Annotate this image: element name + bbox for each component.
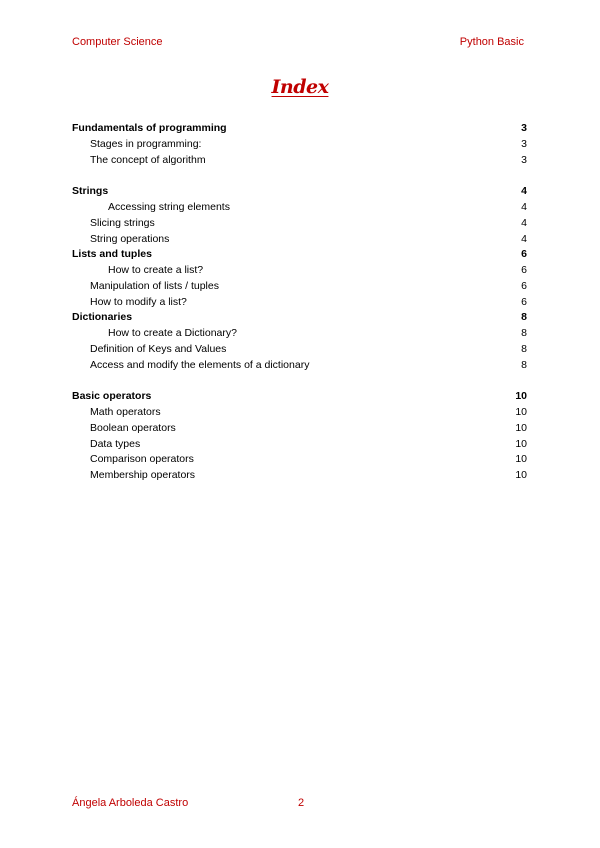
toc-entry-page: 8 (521, 358, 527, 371)
toc-entry-page: 8 (521, 311, 527, 324)
toc-entry-page: 10 (515, 453, 527, 466)
toc-entry-page: 8 (521, 327, 527, 339)
toc-entry-create-list[interactable] (72, 263, 527, 279)
toc-entry-label: Dictionaries (72, 311, 133, 324)
toc-entry-label: Stages in programming: (90, 137, 202, 150)
toc-entry-label: Access and modify the elements of a dictionary (90, 358, 310, 371)
toc-spacer (72, 373, 527, 389)
toc-entry-label: How to create a Dictionary? (108, 327, 237, 339)
footer-page-number: 2 (298, 797, 305, 809)
toc-entry-page: 10 (515, 437, 527, 450)
toc-entry-page: 6 (521, 248, 527, 261)
toc-entry-algorithm[interactable] (72, 153, 527, 169)
toc-entry-page: 10 (515, 421, 527, 434)
toc-entry-lists-tuples[interactable] (72, 247, 527, 263)
toc-entry-page: 4 (521, 232, 527, 245)
toc-entry-manipulation-lists[interactable] (72, 279, 527, 295)
toc-entry-page: 4 (521, 216, 527, 229)
toc-entry-comparison-operators[interactable] (72, 452, 527, 468)
toc-entry-label: Boolean operators (90, 421, 176, 434)
header-subject: Computer Science (72, 36, 163, 48)
toc-entry-page: 10 (515, 406, 527, 418)
toc-spacer (72, 168, 527, 184)
toc-entry-label: Basic operators (72, 390, 152, 403)
toc-entry-membership-operators[interactable] (72, 468, 527, 484)
toc-entry-page: 10 (515, 469, 527, 481)
toc-entry-modify-list[interactable] (72, 295, 527, 311)
toc-entry-label: String operations (90, 232, 170, 245)
toc-entry-page: 6 (521, 264, 527, 276)
toc-entry-page: 3 (521, 122, 527, 134)
toc-entry-strings[interactable] (72, 184, 527, 200)
toc-entry-label: Math operators (90, 406, 161, 418)
toc-entry-create-dictionary[interactable] (72, 326, 527, 342)
toc-entry-page: 6 (521, 295, 527, 308)
toc-entry-stages[interactable] (72, 137, 527, 153)
toc-entry-accessing-string[interactable] (72, 200, 527, 216)
toc-entry-label: Lists and tuples (72, 248, 152, 261)
toc-entry-label: Fundamentals of programming (72, 122, 227, 134)
toc-entry-label: Data types (90, 437, 141, 450)
toc-entry-label: Comparison operators (90, 453, 194, 466)
toc-entry-boolean-operators[interactable] (72, 421, 527, 437)
toc-entry-slicing[interactable] (72, 216, 527, 232)
toc-entry-page: 3 (521, 153, 527, 166)
toc-entry-data-types[interactable] (72, 437, 527, 453)
toc-entry-page: 3 (521, 137, 527, 150)
index-title: Index (271, 76, 329, 98)
toc-entry-label: Accessing string elements (108, 201, 230, 213)
toc-entry-label: Manipulation of lists / tuples (90, 279, 219, 292)
toc-entry-keys-values[interactable] (72, 342, 527, 358)
toc-entry-fundamentals[interactable] (72, 121, 527, 137)
toc-entry-string-operations[interactable] (72, 232, 527, 248)
toc-entry-label: How to create a list? (108, 264, 204, 276)
toc-entry-page: 8 (521, 342, 527, 355)
header-topic: Python Basic (459, 36, 524, 48)
toc-entry-basic-operators[interactable] (72, 389, 527, 405)
table-of-contents (72, 121, 527, 484)
toc-entry-math-operators[interactable] (72, 405, 527, 421)
toc-entry-access-dictionary[interactable] (72, 358, 527, 374)
toc-entry-page: 4 (521, 201, 527, 213)
toc-entry-page: 10 (515, 390, 527, 403)
toc-entry-dictionaries[interactable] (72, 310, 527, 326)
toc-entry-label: How to modify a list? (90, 295, 187, 308)
toc-entry-page: 6 (521, 279, 527, 292)
toc-entry-label: Slicing strings (90, 216, 155, 229)
toc-entry-label: Definition of Keys and Values (90, 342, 227, 355)
toc-entry-label: The concept of algorithm (90, 153, 206, 166)
toc-entry-page: 4 (521, 185, 527, 198)
footer-author: Ángela Arboleda Castro (72, 797, 189, 809)
toc-entry-label: Membership operators (90, 469, 196, 481)
toc-entry-label: Strings (72, 185, 109, 198)
